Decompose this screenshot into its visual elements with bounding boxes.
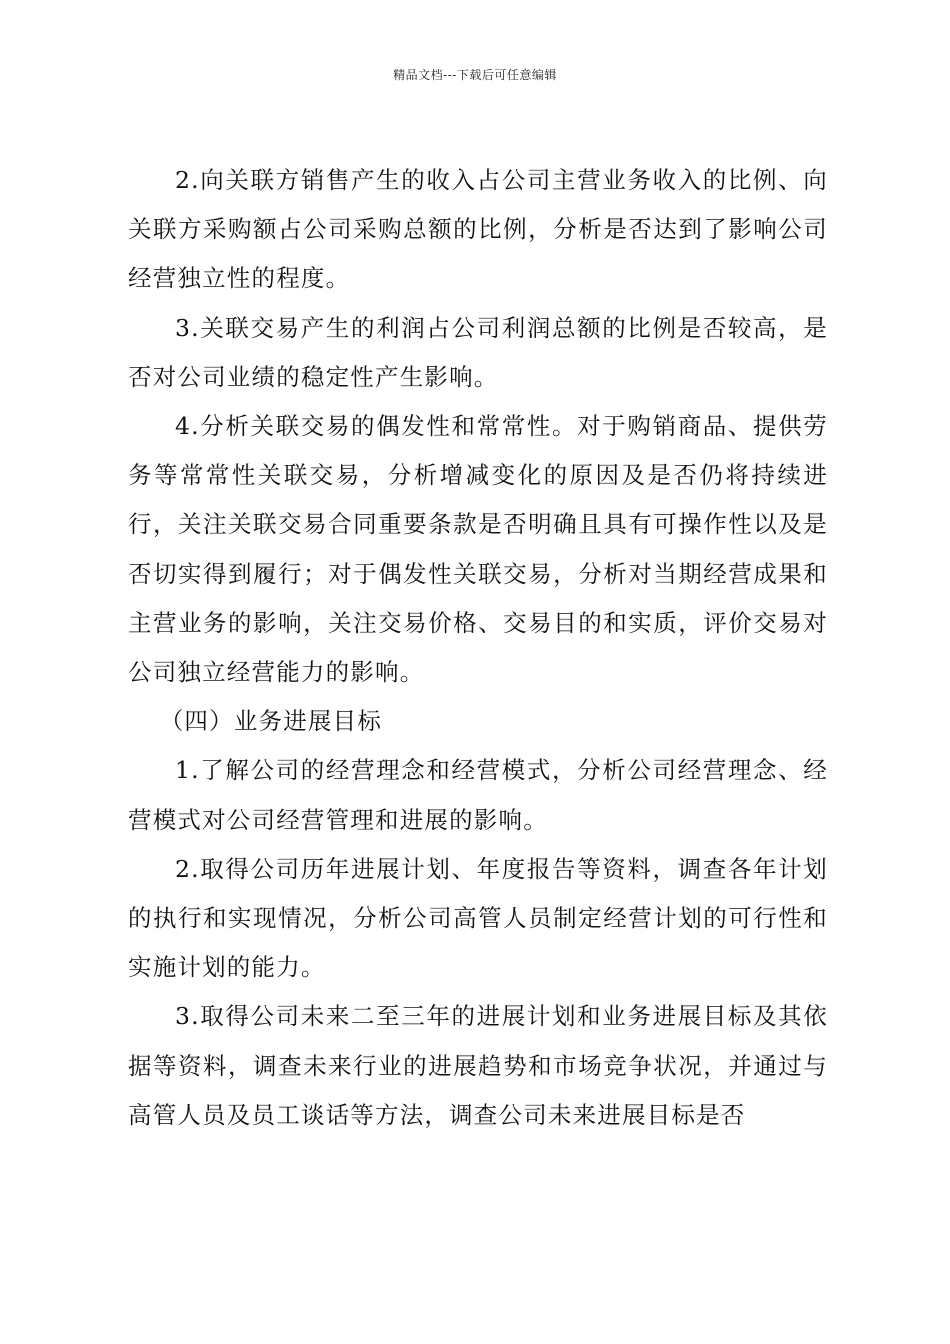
paragraph-business-philosophy: 1.了解公司的经营理念和经营模式，分析公司经营理念、经营模式对公司经营管理和进展的影响。 (128, 756, 828, 834)
paragraph-related-transaction-nature: 4.分析关联交易的偶发性和常常性。对于购销商品、提供劳务等常常性关联交易，分析增减变化的原因及是否仍将持续进行，关注关联交易合同重要条款是否明确且具有可操作性以及是否切实得到履行；对于偶发性关联交易，分析对当期经营成果和主营业务的影响，关注交易价格、交易目的和实质，评价交易对公司独立经营能力的影响。 (128, 412, 828, 687)
paragraph-related-sales-ratio: 2.向关联方销售产生的收入占公司主营业务收入的比例、向关联方采购额占公司采购总额的比例，分析是否达到了影响公司经营独立性的程度。 (128, 166, 828, 293)
page-header: 精品文档---下载后可任意编辑 (393, 68, 557, 82)
paragraph-related-profit-ratio: 3.关联交易产生的利润占公司利润总额的比例是否较高，是否对公司业绩的稳定性产生影响。 (128, 313, 828, 391)
paragraph-future-plans: 3.取得公司未来二至三年的进展计划和业务进展目标及其依据等资料，调查未来行业的进展趋势和市场竞争状况，并通过与高管人员及员工谈话等方法，调查公司未来进展目标是否 (128, 1002, 828, 1129)
section-heading-business-goals: （四）业务进展目标 (159, 707, 383, 736)
document-body (128, 156, 828, 1140)
paragraph-historical-plans: 2.取得公司历年进展计划、年度报告等资料，调查各年计划的执行和实现情况，分析公司高管人员制定经营计划的可行性和实施计划的能力。 (128, 854, 828, 982)
